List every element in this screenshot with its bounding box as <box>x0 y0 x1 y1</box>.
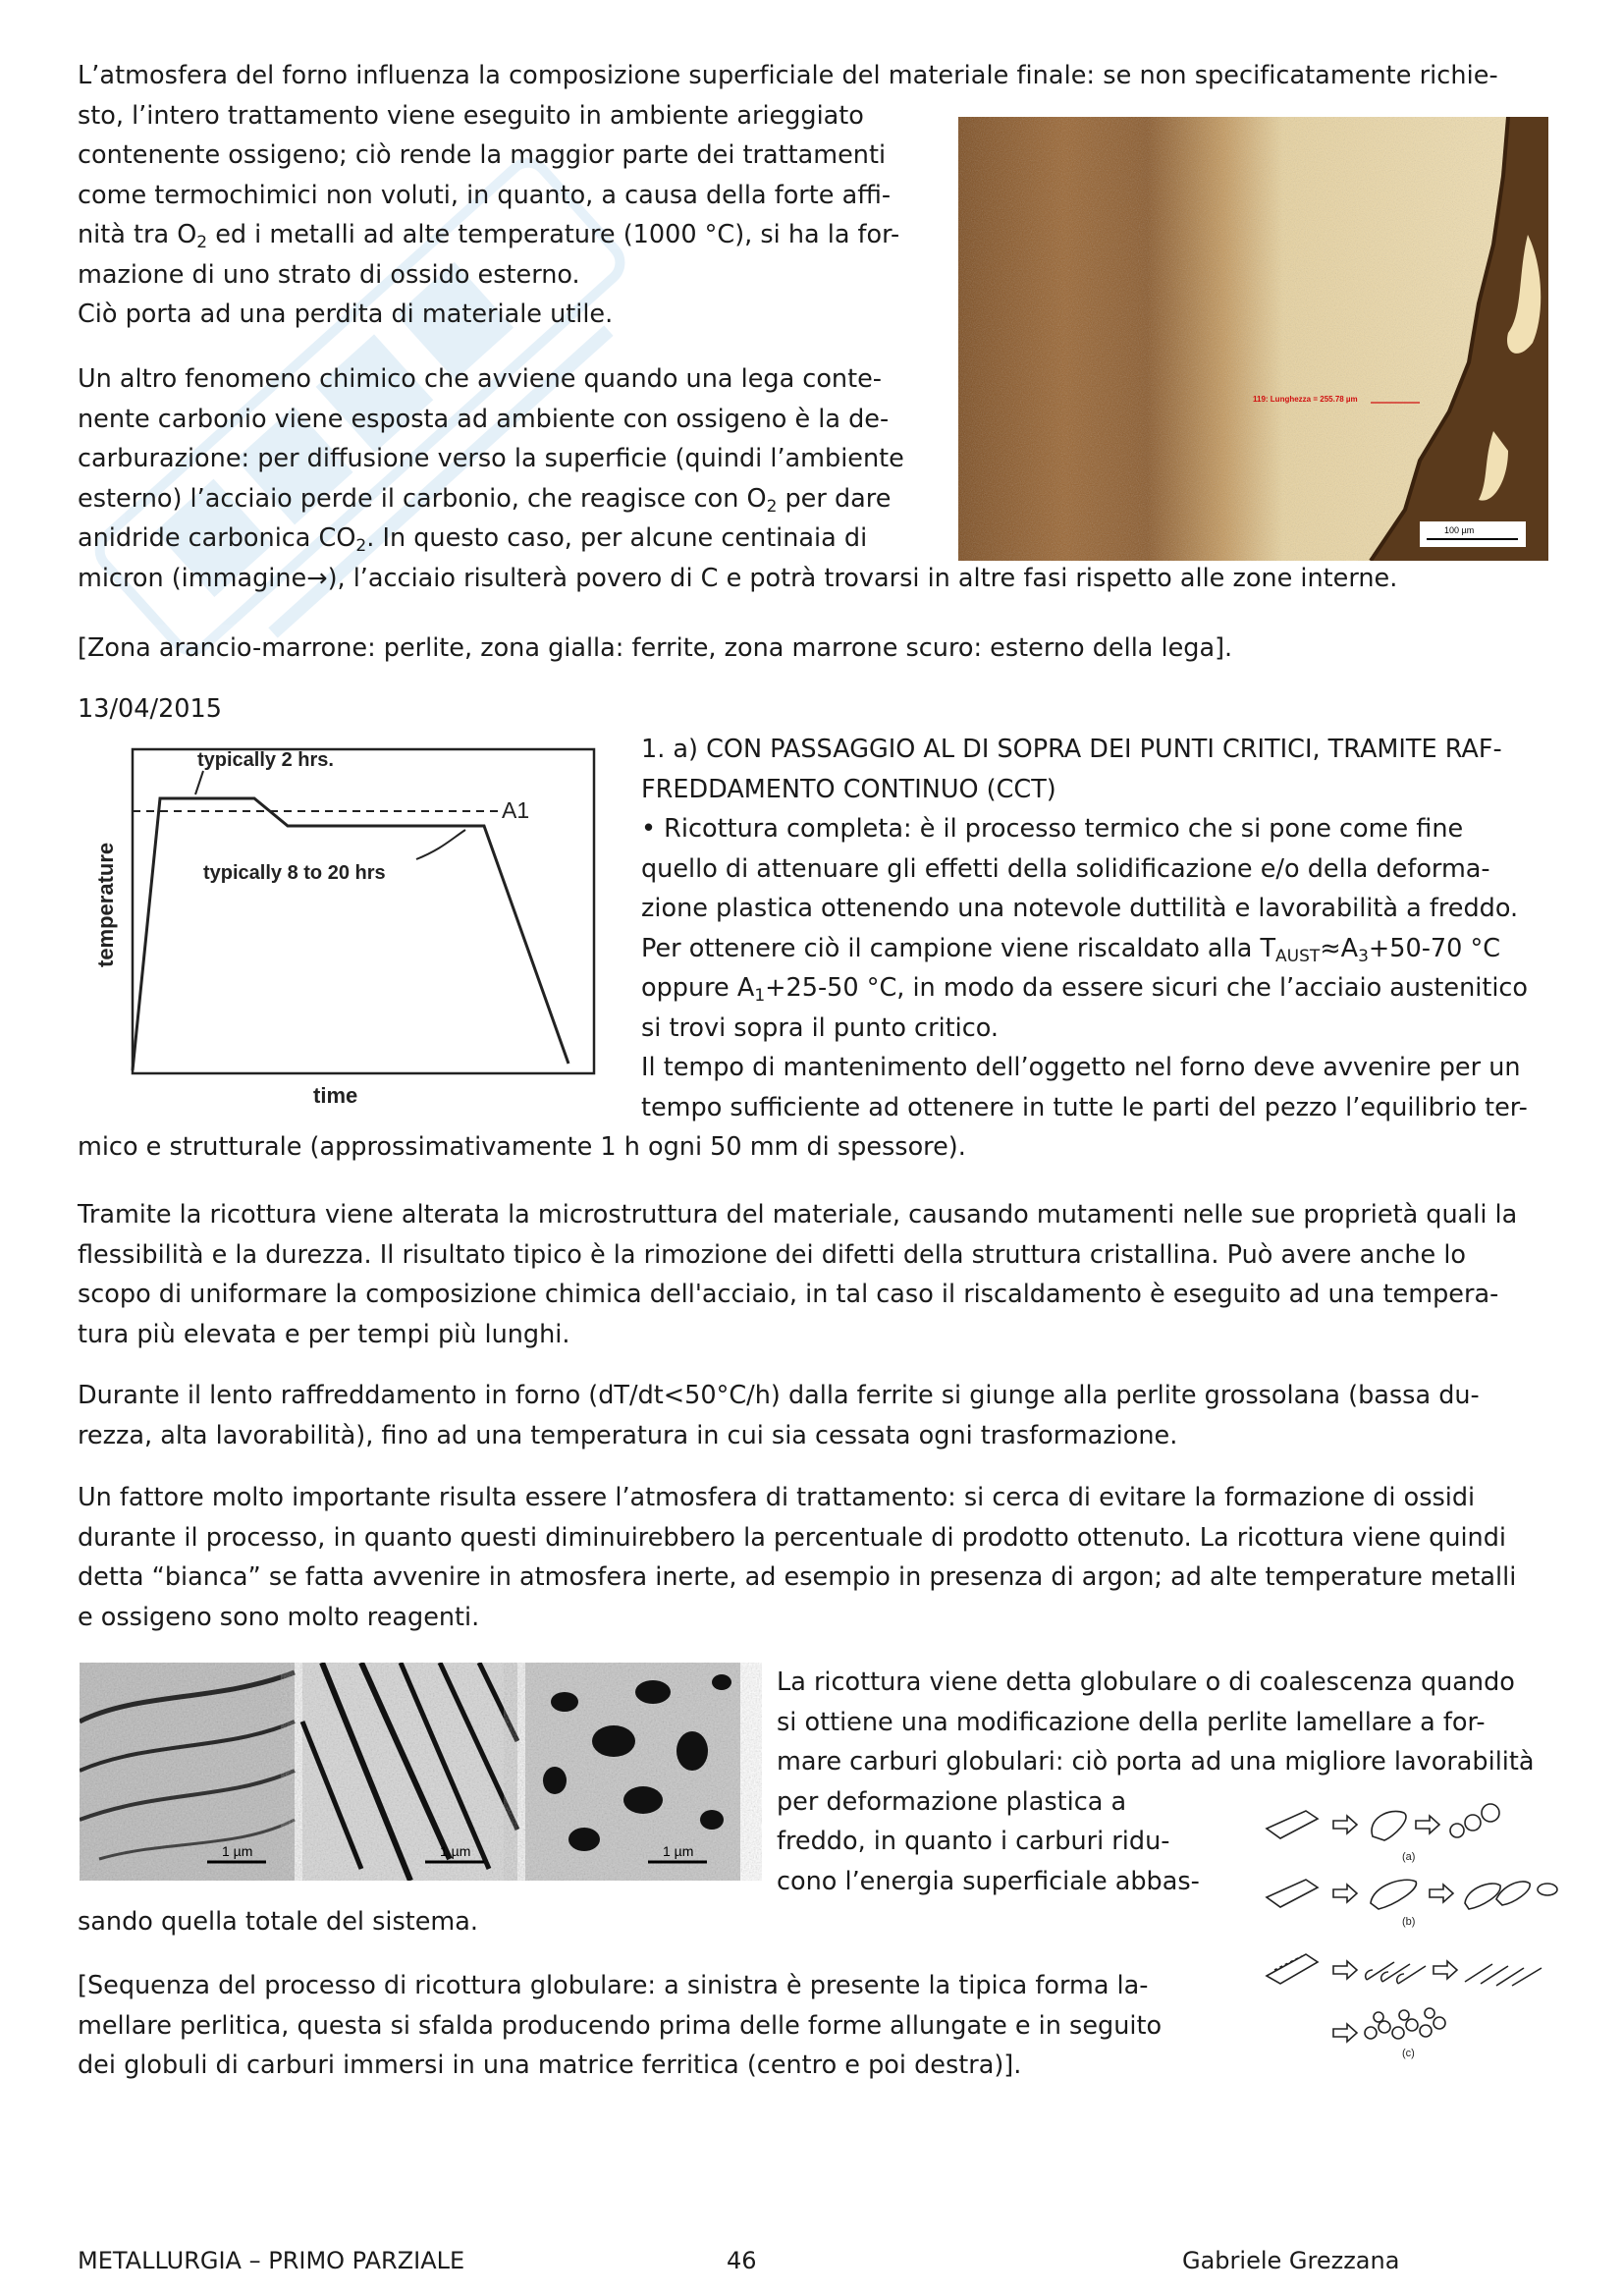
scale-label: 1 µm <box>440 1843 471 1859</box>
cooling-paragraph <box>78 1376 1560 1455</box>
micrograph-caption <box>78 629 1560 669</box>
globular-last-line <box>78 1902 478 1942</box>
decarb-line: esterno) l’acciaio perde il carbonio, che reagisce con $O_2$ per dare <box>78 483 892 517</box>
section-line: si trovi sopra il punto critico. <box>641 1012 1000 1043</box>
micrograph-lamellar <box>80 1663 295 1881</box>
section-line: oppure $A_1+25-50$ °C, in modo da essere sicuri che l’acciaio austenitico <box>641 973 1529 1006</box>
caption-line: dei globuli di carburi immersi in una matrice ferritica (centro e poi destra)]. <box>78 2050 1022 2080</box>
scale-label: 1 µm <box>222 1843 253 1859</box>
page-number: 46 <box>727 2247 757 2274</box>
section-line: Il tempo di mantenimento dell’oggetto nel forno deve avvenire per un <box>641 1053 1521 1082</box>
diagram-label-c: (c) <box>1402 2048 1415 2059</box>
section-line: Per ottenere ciò il campione viene riscaldato alla $T_{AUST}\approx A_3+50-70$ °C <box>641 933 1501 966</box>
intro-line: Ciò porta ad una perdita di materiale utile. <box>78 300 614 329</box>
section-1a <box>641 730 1564 1127</box>
paragraph-line: Tramite la ricottura viene alterata la microstruttura del materiale, causando mutamenti nelle sue proprietà quali la <box>78 1200 1518 1230</box>
decarb-line: nente carbonio viene esposta ad ambiente con ossigeno è la de- <box>78 404 890 434</box>
micrograph-measure-label: 119: Lunghezza = 255.78 µm <box>1253 395 1358 404</box>
microstructure-paragraph <box>78 1195 1560 1354</box>
section-line: • Ricottura completa: è il processo termico che si pone come fine <box>641 814 1464 844</box>
intro-line: contenente ossigeno; ciò rende la maggior parte dei trattamenti <box>78 140 887 170</box>
decarb-line: Un altro fenomeno chimico che avviene quando una lega conte- <box>78 364 882 394</box>
footer-author: Gabriele Grezzana <box>1182 2247 1400 2274</box>
section-line: zione plastica ottenendo una notevole duttilità e lavorabilità a freddo. <box>641 894 1519 923</box>
date-text: 13/04/2015 <box>78 694 222 724</box>
globular-line: cono l’energia superficiale abbas- <box>777 1866 1200 1896</box>
spheroidization-micrographs <box>80 1663 767 1881</box>
paragraph-line: scopo di uniformare la composizione chimica dell'acciaio, in tal caso il riscaldamento è eseguito ad una tempera- <box>78 1280 1499 1309</box>
micrograph-globular <box>525 1663 740 1881</box>
caption-line: mellare perlitica, questa si sfalda producendo prima delle forme allungate e in seguito <box>78 2010 1163 2041</box>
caption-line: [Sequenza del processo di ricottura globulare: a sinistra è presente la tipica forma la- <box>78 1971 1149 2000</box>
label-2hrs: typically 2 hrs. <box>197 749 334 771</box>
paragraph-line: detta “bianca” se fatta avvenire in atmosfera inerte, ad esempio in presenza di argon; ad alte temperature metalli <box>78 1562 1517 1592</box>
paragraph-line: e ossigeno sono molto reagenti. <box>78 1602 480 1632</box>
paragraph-line: flessibilità e la durezza. Il risultato tipico è la rimozione dei difetti della struttura cristallina. Può avere anche lo <box>78 1239 1467 1270</box>
section-heading-line: 1. a) CON PASSAGGIO AL DI SOPRA DEI PUNTI CRITICI, TRAMITE RAF- <box>641 735 1502 764</box>
globular-line: si ottiene una modificazione della perlite lamellare a for- <box>777 1707 1486 1737</box>
globular-line: freddo, in quanto i carburi ridu- <box>777 1827 1170 1856</box>
section-line: mico e strutturale (approssimativamente 1 h ogni 50 mm di spessore). <box>78 1132 966 1162</box>
decarb-line: anidride carbonica $CO_2$. In questo caso, per alcune centinaia di <box>78 523 868 556</box>
intro-line: come termochimici non voluti, in quanto, a causa della forte affi- <box>78 180 892 210</box>
temperature-profile <box>133 798 568 1070</box>
paragraph-line: durante il processo, in quanto questi diminuirebbero la percentuale di prodotto ottenuto. La ricottura viene quindi <box>78 1522 1506 1553</box>
label-hold: typically 8 to 20 hrs <box>203 862 386 884</box>
decarb-line: micron (immagine→), l’acciaio risulterà povero di C e potrà trovarsi in altre fasi rispetto alle zone interne. <box>78 563 1398 593</box>
diagram-label-b: (b) <box>1402 1916 1416 1928</box>
atmosphere-paragraph <box>78 1478 1560 1637</box>
label-2hrs-arrow <box>195 771 203 794</box>
label-hold-arrow <box>416 830 465 859</box>
section-heading-line: FREDDAMENTO CONTINUO (CCT) <box>641 774 1056 804</box>
spheroidization-caption <box>78 1966 1207 2086</box>
date-label <box>78 689 222 730</box>
globular-line: La ricottura viene detta globulare o di coalescenza quando <box>777 1667 1515 1697</box>
annealing-cycle-chart <box>78 732 608 1115</box>
caption-line: [Zona arancio-marrone: perlite, zona gialla: ferrite, zona marrone scuro: esterno della lega]. <box>78 633 1233 663</box>
decarburization-micrograph <box>958 117 1548 561</box>
micrograph-scale-label: 100 µm <box>1444 525 1475 535</box>
diagram-label-a: (a) <box>1402 1851 1416 1863</box>
intro-line: L’atmosfera del forno influenza la composizione superficiale del materiale finale: se non specificatamente richie- <box>78 61 1498 90</box>
globular-line: mare carburi globulari: ciò porta ad una migliore lavorabilità <box>777 1747 1535 1777</box>
section-line: tempo sufficiente ad ottenere in tutte le parti del pezzo l’equilibrio ter- <box>641 1092 1528 1122</box>
intro-line: sto, l’intero trattamento viene eseguito in ambiente arieggiato <box>78 100 864 131</box>
micrograph-elongated <box>302 1663 517 1881</box>
globular-line: sando quella totale del sistema. <box>78 1907 478 1937</box>
footer-left: METALLURGIA – PRIMO PARZIALE <box>78 2247 465 2274</box>
paragraph-line: Durante il lento raffreddamento in forno (dT/dt<50°C/h) dalla ferrite si giunge alla perlite grossolana (bassa du- <box>78 1381 1480 1410</box>
section-full-line <box>78 1127 1560 1168</box>
y-axis-label: temperature <box>93 842 118 967</box>
spheroidization-diagram <box>1257 1789 1581 2064</box>
section-line: quello di attenuare gli effetti della solidificazione e/o della deforma- <box>641 853 1490 884</box>
paragraph-line: rezza, alta lavorabilità), fino ad una temperatura in cui sia cessata ogni trasformazione. <box>78 1420 1178 1450</box>
decarb-line: carburazione: per diffusione verso la superficie (quindi l’ambiente <box>78 444 904 473</box>
intro-line: mazione di uno strato di ossido esterno. <box>78 259 580 290</box>
x-axis-label: time <box>313 1083 358 1108</box>
paragraph-line: Un fattore molto importante risulta essere l’atmosfera di trattamento: si cerca di evitare la formazione di ossidi <box>78 1483 1476 1512</box>
a1-label: A1 <box>502 797 530 823</box>
globular-line: per deformazione plastica a <box>777 1786 1127 1817</box>
intro-line: nità tra $O_2$ ed i metalli ad alte temperature (1000 °C), si ha la for- <box>78 220 900 252</box>
scale-label: 1 µm <box>663 1843 694 1859</box>
paragraph-line: tura più elevata e per tempi più lunghi. <box>78 1319 570 1349</box>
